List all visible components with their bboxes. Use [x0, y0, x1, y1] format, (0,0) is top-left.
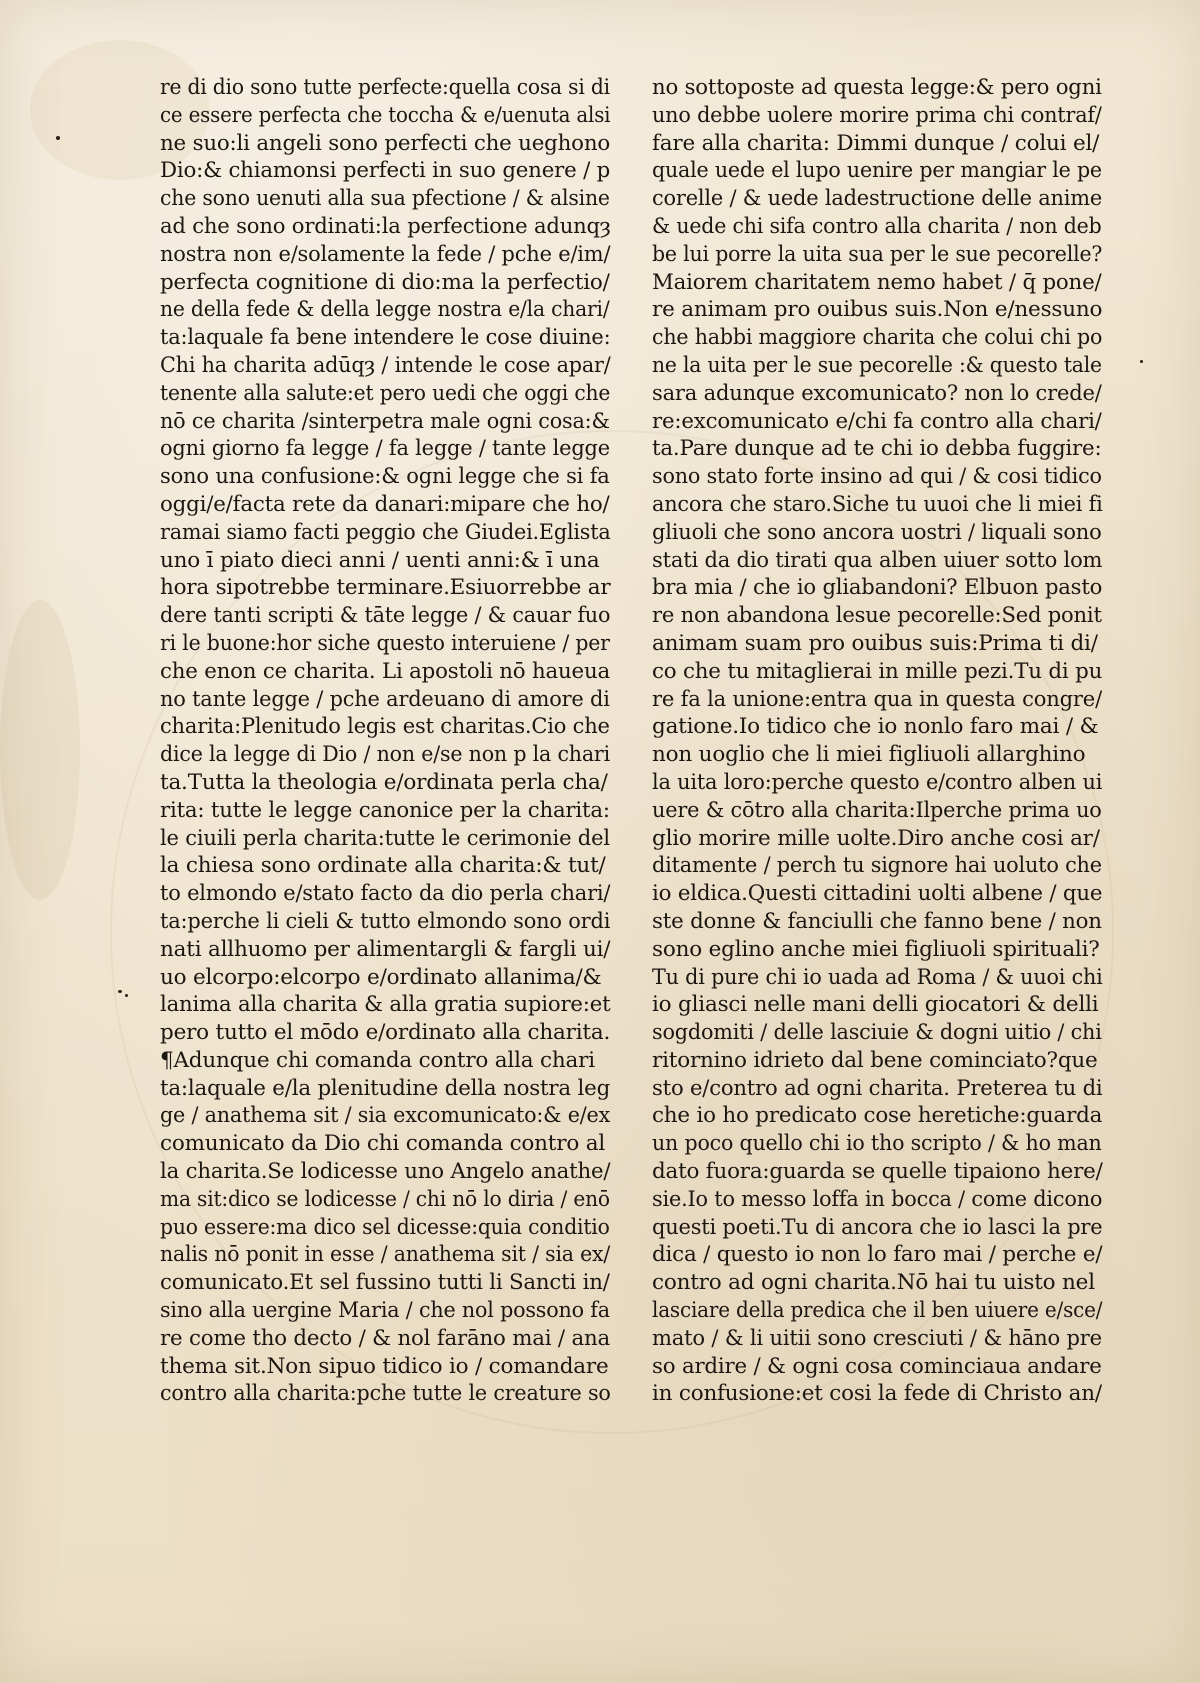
text-line: che habbi maggiore charita che colui chi po: [652, 325, 1103, 351]
text-line: sono eglino anche miei figliuoli spirituali?: [652, 936, 1100, 962]
ink-speck: [125, 994, 128, 997]
text-line: so ardire / & ogni cosa cominciaua andare: [652, 1353, 1102, 1379]
text-line: ce essere perfecta che toccha & e/uenuta alsi: [160, 102, 611, 128]
text-line: ta:laquale fa bene intendere le cose diuine:: [160, 325, 611, 351]
text-line: Chi ha charita adūqȝ / intende le cose apar/: [160, 352, 611, 378]
text-line: ge / anathema sit / sia excomunicato:& e/ex: [160, 1103, 611, 1129]
text-line: questi poeti.Tu di ancora che io lasci la pre: [652, 1214, 1103, 1240]
text-line: bra mia / che io gliabandoni? Elbuon pasto: [652, 575, 1103, 601]
text-line: contro alla charita:pche tutte le creature so: [160, 1381, 611, 1407]
text-line: uere & cōtro alla charita:Ilperche prima uo: [652, 797, 1102, 823]
text-line: che io ho predicato cose heretiche:guarda: [652, 1103, 1103, 1129]
text-line: oggi/e/facta rete da danari:mipare che ho/: [160, 491, 610, 517]
text-line: che enon ce charita. Li apostoli nō haueua: [160, 658, 610, 684]
text-line: comunicato da Dio chi comanda contro al: [160, 1131, 606, 1157]
text-line: ta.Pare dunque ad te chi io debba fuggire:: [652, 436, 1102, 462]
ink-speck: [1140, 360, 1143, 363]
text-line: nō ce charita /sinterpetra male ogni cosa:&: [160, 408, 610, 434]
text-line: io gliasci nelle mani delli giocatori & delli: [652, 992, 1099, 1018]
text-line: charita:Plenitudo legis est charitas.Cio che: [160, 714, 610, 740]
text-line: no sottoposte ad questa legge:& pero ogni: [652, 75, 1102, 100]
text-line: sogdomiti / delle lasciuie & dogni uitio / chi: [652, 1020, 1102, 1046]
text-line: Dio:& chiamonsi perfecti in suo genere / p: [160, 158, 611, 184]
text-column-left: [160, 74, 610, 1408]
text-line: re animam pro ouibus suis.Non e/nessuno: [652, 297, 1103, 323]
text-line: sino alla uergine Maria / che nol possono fa: [160, 1298, 610, 1324]
text-line: re non abandona lesue pecorelle:Sed ponit: [652, 603, 1102, 629]
text-line: to elmondo e/stato facto da dio perla chari/: [160, 881, 611, 907]
text-line: ritornino idrieto dal bene cominciato?que: [652, 1047, 1098, 1073]
text-line: la uita loro:perche questo e/contro alben ui: [652, 769, 1103, 795]
text-line: ri le buone:hor siche questo interuiene / per: [160, 630, 610, 656]
text-line: uno ī piato dieci anni / uenti anni:& ī una: [160, 547, 600, 573]
text-line: ta:laquale e/la plenitudine della nostra leg: [160, 1075, 611, 1101]
text-line: re:excomunicato e/chi fa contro alla chari/: [652, 408, 1102, 434]
text-line: dica / questo io non lo faro mai / perche e/: [652, 1242, 1103, 1268]
text-line: ¶Adunque chi comanda contro alla chari: [160, 1047, 595, 1073]
text-line: nati allhuomo per alimentargli & fargli ui/: [160, 936, 611, 962]
text-line: in confusione:et cosi la fede di Christo an/: [652, 1381, 1102, 1407]
text-line: tenente alla salute:et pero uedi che oggi che: [160, 380, 611, 406]
text-line: no tante legge / pche ardeuano di amore di: [160, 686, 610, 712]
text-line: re fa la unione:entra qua in questa congre/: [652, 686, 1102, 712]
text-line: dato fuora:guarda se quelle tipaiono here/: [652, 1159, 1103, 1185]
text-line: io eldica.Questi cittadini uolti albene / que: [652, 881, 1103, 907]
text-line: Tu di pure chi io uada ad Roma / & uuoi chi: [652, 964, 1103, 990]
text-line: uo elcorpo:elcorpo e/ordinato allanima/&: [160, 964, 602, 990]
text-line: ditamente / perch tu signore hai uoluto che: [652, 853, 1102, 879]
text-line: lasciare della predica che il ben uiuere e/sce/: [652, 1298, 1103, 1324]
text-line: re di dio sono tutte perfecte:quella cosa si di: [160, 75, 610, 100]
text-line: contro ad ogni charita.Nō hai tu uisto nel: [652, 1270, 1095, 1296]
text-line: sara adunque excomunicato? non lo crede/: [652, 380, 1102, 406]
paper-stain: [0, 600, 80, 900]
text-line: animam suam pro ouibus suis:Prima ti di/: [652, 630, 1098, 656]
text-line: sie.Io to messo loffa in bocca / come dicono: [652, 1186, 1103, 1212]
text-line: ramai siamo facti peggio che Giudei.Eglista: [160, 519, 611, 545]
text-line: corelle / & uede ladestructione delle anime: [652, 186, 1103, 212]
text-line: ancora che staro.Siche tu uuoi che li miei fi: [652, 491, 1103, 517]
text-line: perfecta cognitione di dio:ma la perfectio/: [160, 269, 610, 295]
text-line: sono una confusione:& ogni legge che si fa: [160, 464, 610, 490]
text-line: glio morire mille uolte.Diro anche cosi ar/: [652, 825, 1100, 851]
text-line: hora sipotrebbe terminare.Esiuorrebbe ar: [160, 575, 611, 601]
text-line: ne la uita per le sue pecorelle :& questo tale: [652, 352, 1102, 378]
text-line: ta:perche li cieli & tutto elmondo sono ordi: [160, 908, 611, 934]
text-line: non uoglio che li miei figliuoli allarghino: [652, 742, 1086, 768]
text-line: Maiorem charitatem nemo habet / q̄ pone/: [652, 269, 1102, 295]
text-line: & uede chi sifa contro alla charita / non deb: [652, 213, 1102, 239]
text-line: comunicato.Et sel fussino tutti li Sancti in/: [160, 1270, 610, 1296]
text-line: uno debbe uolere morire prima chi contraf/: [652, 102, 1102, 128]
text-line: be lui porre la uita sua per le sue pecorelle?: [652, 241, 1103, 267]
text-line: la chiesa sono ordinate alla charita:& tut/: [160, 853, 606, 879]
text-line: che sono uenuti alla sua pfectione / & alsine: [160, 186, 610, 212]
text-line: stati da dio tirati qua alben uiuer sotto lom: [652, 547, 1103, 573]
text-line: rita: tutte le legge canonice per la charita:: [160, 797, 610, 823]
text-line: la charita.Se lodicesse uno Angelo anathe/: [160, 1159, 611, 1185]
text-line: re come tho decto / & nol farāno mai / ana: [160, 1325, 611, 1351]
text-line: thema sit.Non sipuo tidico io / comandare: [160, 1353, 609, 1379]
text-line: fare alla charita: Dimmi dunque / colui el/: [652, 130, 1100, 156]
text-line: sono stato forte insino ad qui / & cosi tidico: [652, 464, 1102, 490]
text-line: co che tu mitaglierai in mille pezi.Tu di pu: [652, 658, 1103, 684]
text-line: ma sit:dico se lodicesse / chi nō lo diria / enō: [160, 1186, 610, 1212]
text-line: dere tanti scripti & tāte legge / & cauar fuo: [160, 603, 611, 629]
text-line: ste donne & fanciulli che fanno bene / non: [652, 908, 1102, 934]
ink-speck: [118, 990, 122, 993]
text-line: dice la legge di Dio / non e/se non p la chari: [160, 742, 610, 768]
text-line: gatione.Io tidico che io nonlo faro mai / &: [652, 714, 1099, 740]
text-line: pero tutto el mōdo e/ordinato alla charita.: [160, 1020, 611, 1046]
text-line: sto e/contro ad ogni charita. Preterea tu di: [652, 1075, 1103, 1101]
ink-speck: [56, 136, 60, 140]
text-line: un poco quello chi io tho scripto / & ho man: [652, 1131, 1102, 1157]
text-line: ne suo:li angeli sono perfecti che ueghono: [160, 130, 611, 156]
text-line: gliuoli che sono ancora uostri / liquali sono: [652, 519, 1102, 545]
text-line: ogni giorno fa legge / fa legge / tante legge: [160, 436, 610, 462]
text-line: lanima alla charita & alla gratia supiore:et: [160, 992, 611, 1018]
text-line: quale uede el lupo uenire per mangiar le pe: [652, 158, 1102, 184]
text-line: le ciuili perla charita:tutte le cerimonie del: [160, 825, 610, 851]
text-line: mato / & li uitii sono cresciuti / & hāno pre: [652, 1325, 1102, 1351]
text-line: nalis nō ponit in esse / anathema sit / sia ex/: [160, 1242, 611, 1268]
text-line: ne della fede & della legge nostra e/la chari/: [160, 297, 610, 323]
text-line: ta.Tutta la theologia e/ordinata perla cha/: [160, 769, 608, 795]
text-line: nostra non e/solamente la fede / pche e/im/: [160, 241, 611, 267]
text-column-right: [652, 74, 1102, 1408]
text-line: ad che sono ordinati:la perfectione adunqȝ: [160, 213, 611, 239]
text-line: puo essere:ma dico sel dicesse:quia conditio: [160, 1214, 610, 1240]
